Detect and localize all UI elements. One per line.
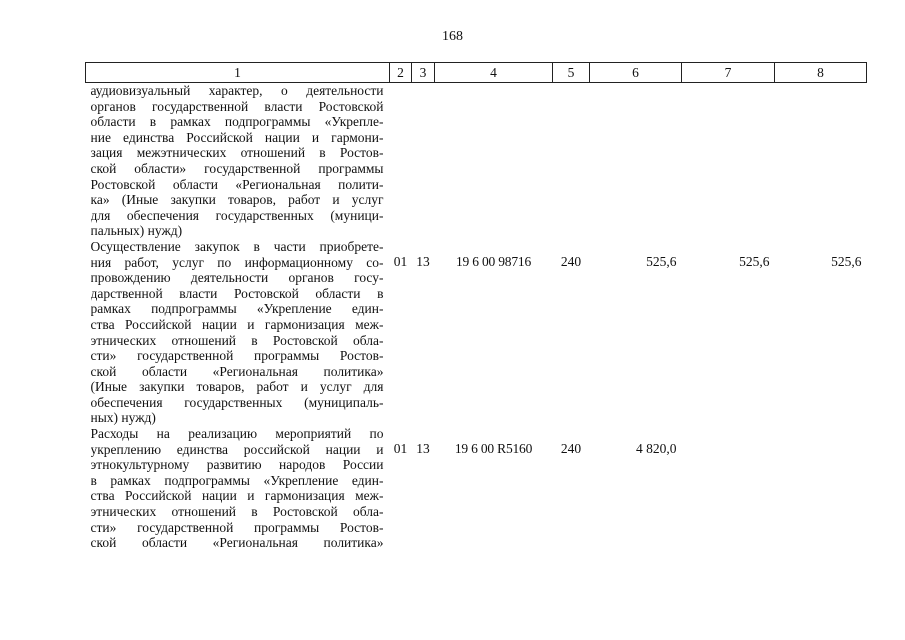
description-line: этнических отношений в Ростовской обла- <box>90 332 384 348</box>
subsection-code: 13 <box>416 441 430 457</box>
description-line: провождению деятельности органов госу- <box>90 270 384 286</box>
amount-col-6 <box>590 83 682 239</box>
header-col-5: 5 <box>553 63 590 83</box>
amount-col-7 <box>682 83 775 239</box>
table-row <box>86 83 867 239</box>
table-body <box>86 83 867 551</box>
description-line: Ростовской области «Региональная полити- <box>90 176 384 192</box>
target-article-code: 19 6 00 R5160 <box>454 441 533 457</box>
description-line: для обеспечения государственных (муници- <box>90 207 384 223</box>
description-line: дарственной власти Ростовской области в <box>90 285 384 301</box>
expense-type-code <box>553 83 590 239</box>
description-line: пальных) нужд) <box>90 223 183 239</box>
description-line: рамках подпрограммы «Укрепление един- <box>90 301 384 317</box>
description-line: аудиовизуальный характер, о деятельности <box>90 83 384 98</box>
header-row <box>86 63 867 83</box>
description-line: сти» государственной программы Ростов- <box>90 348 384 364</box>
description-line: в рамках подпрограммы «Укрепление един- <box>90 472 384 488</box>
description-line: ных) нужд) <box>90 410 156 426</box>
section-code: 01 <box>393 441 408 457</box>
description-line: этнических отношений в Ростовской обла- <box>90 504 384 520</box>
target-article-code: 19 6 00 98716 <box>455 253 532 269</box>
description-line: ка» (Иные закупки товаров, работ и услуг <box>90 192 384 208</box>
description-line: ской области «Региональная политика» <box>90 535 384 551</box>
description-line: области в рамках подпрограммы «Укрепле- <box>90 114 384 130</box>
page-number: 168 <box>442 29 463 44</box>
description-line: Расходы на реализацию мероприятий по <box>90 426 384 442</box>
row-description <box>86 426 390 551</box>
table-row <box>86 239 867 426</box>
description-line: ства Российской нации и гармонизация меж- <box>90 488 384 504</box>
amount-col-8 <box>775 426 867 551</box>
table-header <box>86 63 867 83</box>
description-line: этнокультурному развитию народов России <box>90 457 384 473</box>
subsection-code <box>412 83 435 239</box>
section-code <box>390 83 412 239</box>
row-description <box>86 83 390 239</box>
amount-col-7: 525,6 <box>739 253 770 269</box>
description-line: ской области «Региональная политика» <box>90 363 384 379</box>
row-description <box>86 239 390 426</box>
description-line: ние единства Российской нации и гармони- <box>90 129 384 145</box>
description-line: укреплению единства российской нации и <box>90 441 384 457</box>
amount-col-8: 525,6 <box>831 253 862 269</box>
description-line: зация межэтнических отношений в Ростов- <box>90 145 384 161</box>
description-line: ской области» государственной программы <box>90 160 384 176</box>
amount-col-6: 525,6 <box>646 253 677 269</box>
budget-table <box>85 62 867 551</box>
amount-col-6: 4 820,0 <box>636 441 677 457</box>
expense-type-code: 240 <box>560 253 582 269</box>
header-col-6: 6 <box>590 63 682 83</box>
expense-type-code: 240 <box>560 441 582 457</box>
description-line: органов государственной власти Ростовской <box>90 98 384 114</box>
description-line: ства Российской нации и гармонизация меж- <box>90 316 384 332</box>
subsection-code: 13 <box>416 253 430 269</box>
amount-col-8 <box>775 83 867 239</box>
section-code: 01 <box>393 253 408 269</box>
description-line: сти» государственной программы Ростов- <box>90 519 384 535</box>
amount-col-7 <box>682 426 775 551</box>
header-col-1: 1 <box>86 63 390 83</box>
header-col-3: 3 <box>412 63 435 83</box>
target-article-code <box>435 83 553 239</box>
table-row <box>86 426 867 551</box>
header-col-8: 8 <box>775 63 867 83</box>
description-line: обеспечения государственных (муниципаль- <box>90 394 384 410</box>
description-line: Осуществление закупок в части приобрете- <box>90 238 384 254</box>
description-line: ния работ, услуг по информационному со- <box>90 254 384 270</box>
header-col-4: 4 <box>435 63 553 83</box>
description-line: (Иные закупки товаров, работ и услуг для <box>90 379 384 395</box>
header-col-7: 7 <box>682 63 775 83</box>
header-col-2: 2 <box>390 63 412 83</box>
